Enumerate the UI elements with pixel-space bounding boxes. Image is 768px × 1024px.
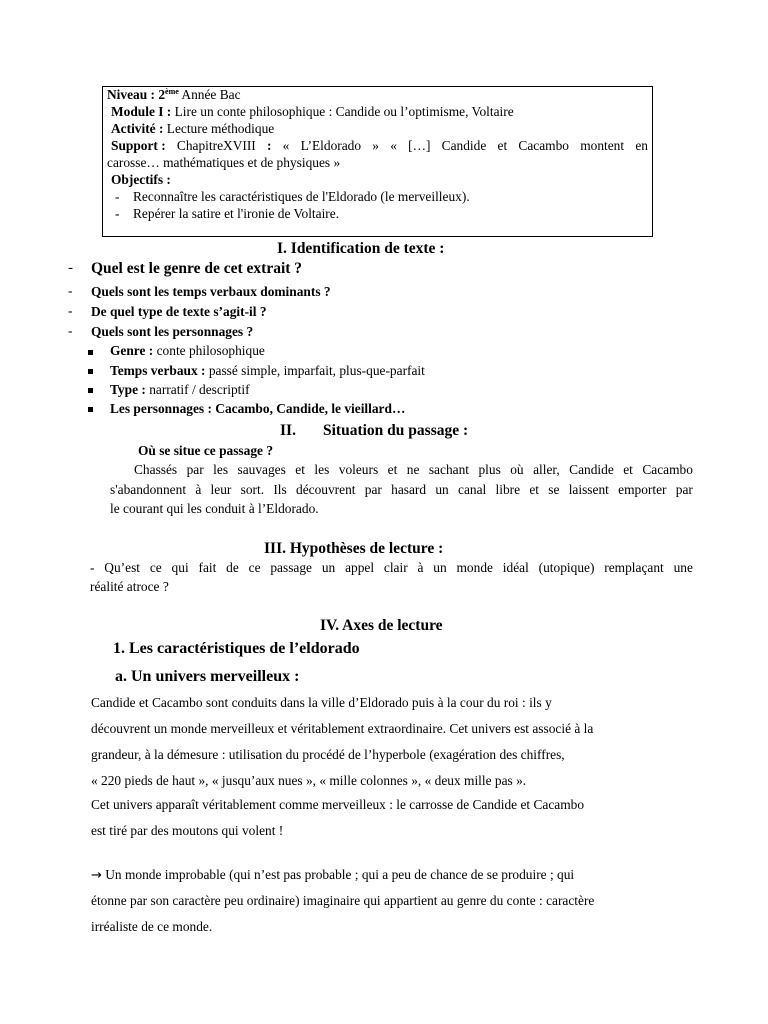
answer-item xyxy=(110,382,250,398)
square-bullet xyxy=(88,350,93,355)
arrow-icon: → xyxy=(91,868,102,883)
word: remplaçant xyxy=(604,560,664,575)
word: Chassés xyxy=(134,462,178,477)
word: Qu’est xyxy=(104,560,140,575)
niveau-value: Année Bac xyxy=(178,87,241,102)
section-2-question: Où se situe ce passage ? xyxy=(138,443,274,458)
paragraph-merveilleux xyxy=(91,695,691,845)
word: découvrent xyxy=(296,482,356,497)
word: Cacambo xyxy=(642,462,693,477)
word: une xyxy=(673,560,693,575)
word: ce xyxy=(248,560,261,575)
support-word: « xyxy=(390,138,397,153)
paragraph-line: étonne par son caractère peu ordinaire) imaginaire qui appartient au genre du conte : caractère xyxy=(91,893,595,908)
word: par xyxy=(364,482,382,497)
word: laissent xyxy=(568,482,609,497)
answer-item xyxy=(110,363,425,379)
answer-item xyxy=(110,343,265,359)
word: et xyxy=(529,482,540,497)
word: ne xyxy=(406,462,420,477)
word: voleurs xyxy=(338,462,379,477)
word: s'abandonnent xyxy=(110,482,187,497)
answer-label: Les personnages : xyxy=(110,401,212,416)
word: sauvages xyxy=(237,462,286,477)
niveau-label: Niveau : 2 xyxy=(107,87,166,102)
word: emporter xyxy=(618,482,667,497)
header-box xyxy=(102,86,653,237)
word: leur xyxy=(210,482,232,497)
objectif-item: - Reconnaître les caractéristiques de l'Eldorado (le merveilleux). xyxy=(115,189,470,204)
section-3-title: III. Hypothèses de lecture : xyxy=(264,540,444,557)
paragraph-line xyxy=(91,867,574,883)
word: les xyxy=(213,462,229,477)
support-label: Support : xyxy=(111,138,166,153)
support-word: Candide xyxy=(441,138,487,153)
word: qui xyxy=(171,560,189,575)
section-2-title: Situation du passage : xyxy=(323,422,469,439)
word: sachant xyxy=(428,462,469,477)
activite-line xyxy=(111,121,274,138)
dash-marker: - xyxy=(68,303,73,318)
subsection-1-title: 1. Les caractéristiques de l’eldorado xyxy=(113,640,360,657)
word: appel xyxy=(345,560,375,575)
word: canal xyxy=(458,482,487,497)
word: passage xyxy=(270,560,313,575)
niveau-sup: ème xyxy=(165,87,179,96)
paragraph-line: Candide et Cacambo sont conduits dans la ville d’Eldorado puis à la cour du roi : ils y xyxy=(91,695,552,710)
paragraph-improbable xyxy=(91,867,691,937)
word: un xyxy=(435,482,449,497)
section-1-title: I. Identification de texte : xyxy=(277,240,445,257)
word: un xyxy=(321,560,336,575)
objectif-text: Repérer la satire et l'ironie de Voltaire. xyxy=(133,206,340,221)
hypothesis-line-1 xyxy=(90,560,693,576)
question-item: Quels sont les temps verbaux dominants ? xyxy=(91,284,331,299)
answer-label: Genre : xyxy=(110,343,154,358)
word: - xyxy=(90,560,95,575)
section-4-title: IV. Axes de lecture xyxy=(320,617,443,634)
word: à xyxy=(417,560,424,575)
word: de xyxy=(226,560,239,575)
word: clair xyxy=(383,560,408,575)
support-line xyxy=(111,138,648,155)
word: et xyxy=(387,462,398,477)
situation-line-1 xyxy=(134,462,693,478)
support-word: L’Eldorado xyxy=(300,138,362,153)
word: plus xyxy=(478,462,501,477)
word: idéal xyxy=(502,560,529,575)
word: Candide xyxy=(569,462,614,477)
paragraph-line: Cet univers apparaît véritablement comme merveilleux : le carrosse de Candide et Cacambo xyxy=(91,797,585,812)
support-word: ChapitreXVIII xyxy=(176,138,256,153)
word: Ils xyxy=(273,482,287,497)
word: se xyxy=(548,482,560,497)
support-word: en xyxy=(635,138,648,153)
square-bullet xyxy=(88,388,93,393)
word: libre xyxy=(495,482,521,497)
dash-marker: - xyxy=(68,260,73,276)
word: hasard xyxy=(391,482,427,497)
main-question: Quel est le genre de cet extrait ? xyxy=(91,260,303,277)
word: par xyxy=(186,462,204,477)
support-word: Cacambo xyxy=(518,138,569,153)
word: un xyxy=(433,560,447,575)
dash-marker: - xyxy=(68,283,73,298)
word: où xyxy=(510,462,524,477)
answer-item xyxy=(110,401,405,417)
word: monde xyxy=(456,560,493,575)
situation-line-2 xyxy=(110,482,693,498)
paragraph-line: est tiré par des moutons qui volent ! xyxy=(91,823,284,838)
hypothesis-line-2: réalité atroce ? xyxy=(90,579,169,594)
dash-marker: - xyxy=(68,323,73,338)
support-word: […] xyxy=(408,138,431,153)
word: sort. xyxy=(240,482,265,497)
square-bullet xyxy=(88,407,93,412)
paragraph-line: découvrent un monde merveilleux et véritablement extraordinaire. Cet univers est associé à la xyxy=(91,721,594,736)
paragraph-line: irréaliste de ce monde. xyxy=(91,919,213,934)
question-item: Quels sont les personnages ? xyxy=(91,324,254,339)
situation-line-3: le courant qui les conduit à l’Eldorado. xyxy=(110,501,319,516)
answer-value: narratif / descriptif xyxy=(145,382,250,397)
module-line xyxy=(111,104,514,121)
word: aller, xyxy=(533,462,560,477)
activite-label: Activité : xyxy=(111,121,164,136)
support-word: » xyxy=(372,138,379,153)
activite-value: Lecture méthodique xyxy=(163,121,275,136)
answer-value: passé simple, imparfait, plus-que-parfait xyxy=(205,363,425,378)
word: par xyxy=(675,482,693,497)
answer-label: Temps verbaux : xyxy=(110,363,206,378)
word: les xyxy=(314,462,330,477)
paragraph-text: Un monde improbable (qui n’est pas probable ; qui a peu de chance de se produire ; qui xyxy=(101,867,575,882)
word: et xyxy=(295,462,305,477)
word: (utopique) xyxy=(538,560,595,575)
objectif-text: Reconnaître les caractéristiques de l'Eldorado (le merveilleux). xyxy=(133,189,470,204)
paragraph-line: « 220 pieds de haut », « jusqu’aux nues », « mille colonnes », « deux mille pas ». xyxy=(91,773,527,788)
word: ce xyxy=(149,560,162,575)
question-item: De quel type de texte s’agit-il ? xyxy=(91,304,267,319)
section-2-number: II. xyxy=(280,422,296,439)
niveau-line xyxy=(107,87,241,104)
word: et xyxy=(623,462,633,477)
module-value: Lire un conte philosophique : Candide ou l’optimisme, Voltaire xyxy=(171,104,514,119)
support-line-2: carosse… mathématiques et de physiques » xyxy=(107,155,341,170)
support-word: montent xyxy=(580,138,625,153)
word: à xyxy=(195,482,202,497)
subsection-1a-title: a. Un univers merveilleux : xyxy=(115,668,300,685)
objectifs-label: Objectifs : xyxy=(111,172,171,187)
module-label: Module I : xyxy=(111,104,172,119)
support-word: « xyxy=(282,138,290,153)
word: fait xyxy=(198,560,217,575)
square-bullet xyxy=(88,369,93,374)
support-word: : xyxy=(266,138,272,153)
paragraph-line: grandeur, à la démesure : utilisation du procédé de l’hyperbole (exagération des chiffres, xyxy=(91,747,565,762)
objectif-item: - Repérer la satire et l'ironie de Voltaire. xyxy=(115,206,340,221)
answer-value: Cacambo, Candide, le vieillard… xyxy=(211,401,406,416)
support-word: et xyxy=(497,138,508,153)
answer-value: conte philosophique xyxy=(153,343,265,358)
answer-label: Type : xyxy=(110,382,146,397)
